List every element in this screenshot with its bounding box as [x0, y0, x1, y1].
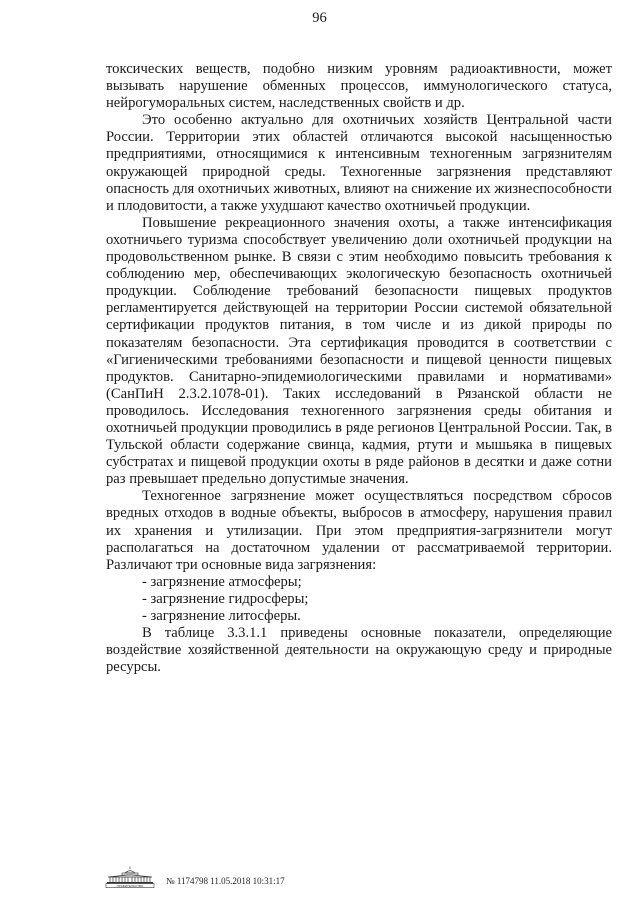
closing-paragraph: В таблице 3.3.1.1 приведены основные показатели, определяющие воздействие хозяйственной деятельности на окружающую среду и природные ресурсы.: [106, 625, 612, 676]
government-building-stamp-icon: [104, 866, 156, 888]
footer-stamp: [104, 866, 285, 888]
list-item: - загрязнение гидросферы;: [142, 590, 309, 607]
paragraph: Это особенно актуально для охотничьих хозяйств Центральной части России. Территории этих областей отличаются высокой насыщенностью предприятиями, относящимися к интенсивным техногенным загрязнителям окружающей природной среды. Техногенные загрязнения представляют опасность для охотничьих животных, влияют на снижение их жизнеспособности и плодовитости, а также ухудшают качество охотничьей продукции.: [106, 112, 612, 214]
document-body: [106, 61, 612, 676]
paragraph: Техногенное загрязнение может осуществляться посредством сбросов вредных отходов в водные объекты, выбросов в атмосферу, нарушения правил их хранения и утилизации. При этом предприятия-загрязнители могут располагаться на достаточном удалении от рассматриваемой территории. Различают три основные вида загрязнения:: [106, 488, 612, 573]
logo-caption: ПРАВИТЕЛЬСТВО: [116, 883, 144, 888]
list-item: - загрязнение литосферы.: [142, 608, 301, 624]
page-number: 96: [312, 10, 327, 26]
paragraph-continuation: токсических веществ, подобно низким уровням радиоактивности, может вызывать нарушение обменных процессов, иммунологического статуса, нейрогуморальных систем, наследственных свойств и др.: [106, 61, 612, 112]
paragraph: Повышение рекреационного значения охоты, а также интенсификация охотничьего туризма способствует увеличению доли охотничьей продукции на продовольственном рынке. В связи с этим необходимо повысить требования к соблюдению мер, обеспечивающих экологическую безопасность охотничьей продукции. Соблюдение требований безопасности пищевых продуктов регламентируется действующей на территории России системой обязательной сертификации продуктов питания, в том числе и из дикой природы по показателям безопасности. Эта сертификация проводится в соответствии с «Гигиеническими требованиями безопасности и пищевой ценности пищевых продуктов. Санитарно-эпидемиологическими правилами и нормативами» (СанПиН 2.3.2.1078-01). Таких исследований в Рязанской области не проводилось. Исследования техногенного загрязнения среды обитания и охотничьей продукции проводились в ряде регионов Центральной России. Так, в Тульской области содержание свинца, кадмия, ртути и мышьяка в пищевых субстратах и пищевой продукции охоты в ряде районов в десятки и даже сотни раз превышает предельно допустимые значения.: [106, 214, 612, 488]
list-item: - загрязнение атмосферы;: [142, 573, 302, 590]
document-registration-number: № 1174798 11.05.2018 10:31:17: [166, 876, 285, 886]
